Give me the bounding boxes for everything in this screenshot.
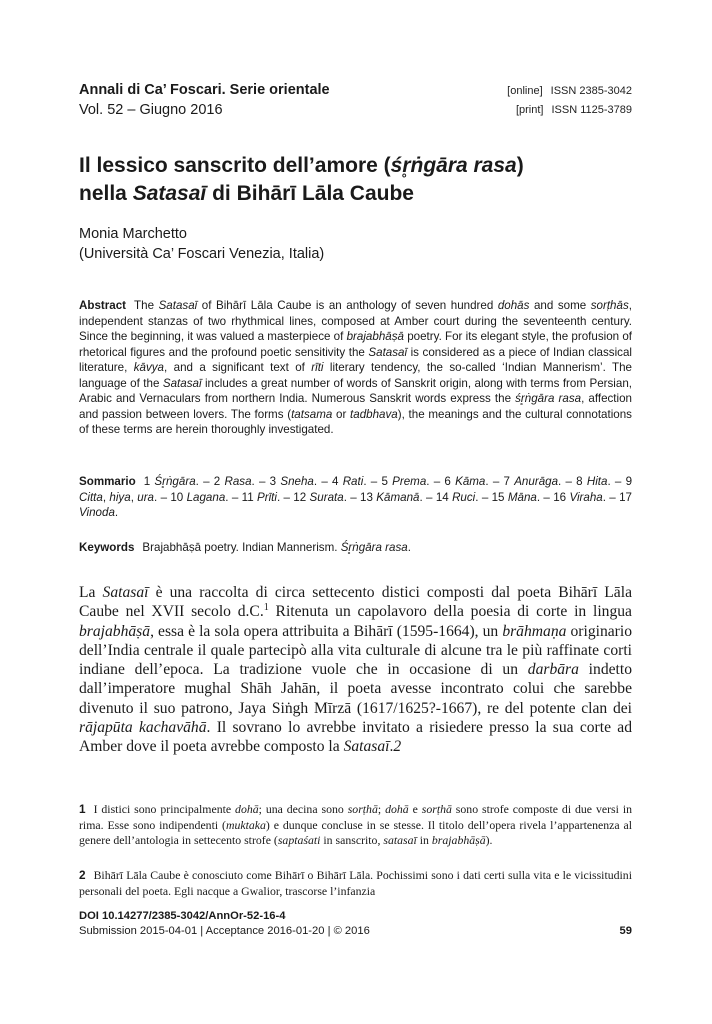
body-paragraph	[79, 583, 632, 757]
italic-term: Ruci	[452, 490, 476, 504]
text-run: Brajabhāṣā poetry. Indian Mannerism.	[142, 541, 341, 554]
text-run: ) e dunque concluse in se stesse. Il titolo dell’opera rivela l’appartenenza al genere dell’antologia in settecento strofe (	[79, 817, 632, 848]
page-number: 59	[619, 925, 632, 937]
text-run: I distici sono principalmente	[93, 802, 236, 816]
author-block	[79, 224, 324, 264]
text-run: ;	[377, 802, 386, 816]
title-text: )	[516, 154, 524, 177]
italic-term: Surata	[309, 490, 344, 504]
italic-term: dohās	[497, 299, 530, 312]
italic-term: sorṭhā	[421, 802, 452, 816]
issn-online-number: ISSN 2385-3042	[550, 85, 632, 97]
italic-term: brajabhāṣā	[346, 330, 404, 343]
text-run: .	[407, 541, 411, 554]
title-italic: Satasaī	[132, 182, 207, 205]
italic-term: Citta	[79, 490, 103, 504]
page-footer	[79, 909, 632, 939]
italic-term: ura	[137, 490, 155, 504]
text-run: . – 16	[536, 490, 570, 504]
italic-term: Śr̥ṅgāra	[154, 475, 196, 488]
issn-print	[507, 101, 632, 120]
keywords	[79, 540, 632, 556]
text-run: 1	[143, 475, 155, 488]
italic-term: Hita	[586, 475, 608, 488]
footnote-number: 2	[79, 868, 86, 882]
italic-term: Prema	[392, 475, 427, 488]
text-run: poetry. For its elegant style, the profusion of rhetorical figures and the profound poetic sensitivity the	[79, 330, 632, 359]
text-run: . – 7	[485, 475, 515, 488]
text-run: . – 11	[225, 490, 257, 504]
abstract-label: Abstract	[79, 299, 127, 312]
text-run: originario dell’India centrale il quale partecipò alla vita culturale di alcune tra le più raffinate corti indiane dell’epoca. La tradizione vuole che in occasione di un	[79, 622, 633, 679]
text-run: . Il sovrano lo avrebbe invitato a risiedere presso la sua corte ad Amber dove il poeta avrebbe composto la	[79, 719, 632, 756]
text-run: . – 5	[363, 475, 393, 488]
text-run: . – 10	[154, 490, 187, 504]
italic-term: rājapūta kachavāhā	[79, 719, 207, 737]
journal-volume: Vol. 52 – Giugno 2016	[79, 102, 223, 118]
italic-term: rīti	[311, 361, 324, 374]
text-run: ; una decina sono	[258, 802, 348, 816]
text-run: The	[134, 299, 159, 312]
italic-term: Lagana	[186, 490, 226, 504]
text-run: Bihārī Lāla Caube è conosciuto come Bihārī o Bihārī Lāla. Pochissimi sono i dati certi sulla vita e le vicissitudini personali del poeta. Egli nacque a Gwalior, trascorse l’infanzia	[79, 868, 632, 898]
text-run: . – 8	[558, 475, 587, 488]
text-run: , independent stanzas of two rhythmical lines, composed at Amber court during the seventeenth century. Since the beginning, it was valued a masterpiece of	[79, 299, 632, 343]
author-affiliation: (Università Ca’ Foscari Venezia, Italia)	[79, 246, 325, 262]
italic-term: Kāma	[455, 475, 486, 488]
italic-term: Sneha	[280, 475, 314, 488]
text-run: , and a significant text of	[164, 361, 312, 374]
footnote-2	[79, 868, 632, 899]
italic-term: brajabhāṣā	[431, 833, 486, 848]
text-run: e	[408, 802, 422, 816]
text-run: of Bihārī Lāla Caube is an anthology of seven hundred	[197, 299, 498, 312]
footnote-1	[79, 802, 632, 849]
text-run: . – 3	[251, 475, 281, 488]
text-run: literary tendency, the so-called ‘Indian Mannerism’. The language of the	[79, 361, 632, 390]
italic-term: Prīti	[257, 490, 277, 504]
text-run: , essa è la sola opera attribuita a Bihārī (1595-1664), un	[150, 622, 503, 640]
text-run: ), the meanings and the cultural connotations of these terms are herein thoroughly investigated.	[79, 407, 632, 436]
text-run: . – 14	[419, 490, 453, 504]
italic-term: Vinoda	[79, 506, 115, 519]
italic-term: Rasa	[224, 475, 252, 488]
footnote-number: 1	[79, 802, 86, 816]
submission-dates: Submission 2015-04-01 | Acceptance 2016-01-20 | © 2016	[79, 925, 370, 937]
journal-title: Annali di Ca’ Foscari. Serie orientale	[79, 82, 330, 98]
italic-term: brajabhāṣā	[79, 622, 151, 640]
text-run: La	[79, 584, 103, 601]
italic-term: sorṭhā	[347, 802, 378, 816]
title-text: Il lessico sanscrito dell’amore (	[79, 154, 391, 177]
italic-term: sorṭhās	[590, 299, 629, 312]
article-title	[79, 152, 639, 208]
text-run: .	[389, 738, 394, 756]
italic-term: 2	[393, 738, 402, 756]
text-run: . – 17	[602, 490, 632, 504]
text-run: . – 2	[195, 475, 225, 488]
italic-term: Satasaī	[343, 738, 390, 756]
italic-term: tatsama	[291, 407, 333, 421]
sommario-label: Sommario	[79, 475, 136, 488]
text-run: .	[114, 506, 119, 519]
italic-term: śr̥ṅgāra rasa	[515, 392, 582, 405]
text-run: ,	[102, 490, 110, 504]
text-run: and some	[529, 299, 591, 312]
italic-term: satasaī	[383, 833, 417, 848]
italic-term: dohā	[385, 802, 409, 816]
text-run: . – 13	[343, 490, 377, 504]
footnote-ref: 1	[263, 602, 269, 614]
italic-term: Viraha	[569, 490, 603, 504]
italic-term: muktaka	[225, 817, 266, 832]
text-run: in sanscrito,	[320, 833, 384, 848]
text-run: . – 12	[276, 490, 310, 504]
italic-term: hiya	[109, 490, 131, 504]
text-run: . – 9	[607, 475, 633, 488]
text-run: . – 6	[426, 475, 456, 488]
italic-term: brāhmaṇa	[502, 622, 567, 640]
italic-term: dohā	[235, 802, 259, 816]
text-run: is considered as a piece of Indian classical literature,	[79, 345, 632, 374]
italic-term: Satasaī	[162, 376, 202, 390]
text-run: indetto dall’imperatore mughal Shāh Jahān, il poeta avesse incontrato colui che sarebbe divenuto il suo patrono, Jaya Siṅgh Mīrzā (1617/1625?-1667), re del potente clan dei	[79, 661, 632, 717]
text-run: . – 15	[475, 490, 508, 504]
issn-online	[507, 82, 632, 101]
italic-term: Anurāga	[514, 475, 559, 488]
title-italic: śr̥ṅgāra rasa	[390, 154, 517, 177]
italic-term: Śr̥ṅgāra rasa	[340, 541, 408, 554]
abstract	[79, 298, 632, 438]
text-run: or	[332, 407, 351, 421]
italic-term: Satasaī	[158, 299, 198, 312]
text-run: in	[416, 833, 432, 848]
issn-online-label: [online]	[507, 85, 543, 97]
text-run: ,	[130, 490, 138, 504]
author-name: Monia Marchetto	[79, 226, 187, 242]
italic-term: Satasaī	[368, 345, 408, 359]
text-run: sono strofe composte di due versi in rima. Esse sono indipendenti (	[79, 802, 632, 832]
issn-print-label: [print]	[515, 104, 544, 116]
title-text: nella	[79, 182, 133, 205]
issn-print-number: ISSN 1125-3789	[551, 104, 632, 116]
italic-term: saptaśati	[277, 833, 321, 848]
text-run: ).	[485, 833, 493, 848]
text-run: è una raccolta di circa settecento distici composti dal poeta Bihārī Lāla Caube nel XVII secolo d.C.	[79, 584, 632, 621]
italic-term: darbāra	[527, 661, 579, 679]
text-run: . – 4	[313, 475, 343, 488]
text-run: Ritenuta un capolavoro della poesia di corte in lingua	[268, 603, 632, 621]
title-text: di Bihārī Lāla Caube	[206, 182, 414, 205]
italic-term: Rati	[342, 475, 364, 488]
text-run: includes a great number of words of Sanskrit origin, along with terms from Persian, Arabic and Vernaculars from northern India. Numerous Sanskrit words express the	[79, 376, 632, 405]
italic-term: kāvya	[133, 361, 165, 374]
italic-term: Satasaī	[102, 584, 149, 601]
italic-term: Māna	[507, 490, 537, 504]
italic-term: Kāmanā	[376, 490, 420, 504]
italic-term: tadbhava	[350, 407, 398, 421]
sommario	[79, 474, 632, 521]
issn-block	[507, 82, 632, 120]
text-run: , affection and passion between lovers. The forms (	[79, 392, 633, 421]
doi: DOI 10.14277/2385-3042/AnnOr-52-16-4	[79, 910, 286, 922]
keywords-label: Keywords	[79, 541, 135, 554]
